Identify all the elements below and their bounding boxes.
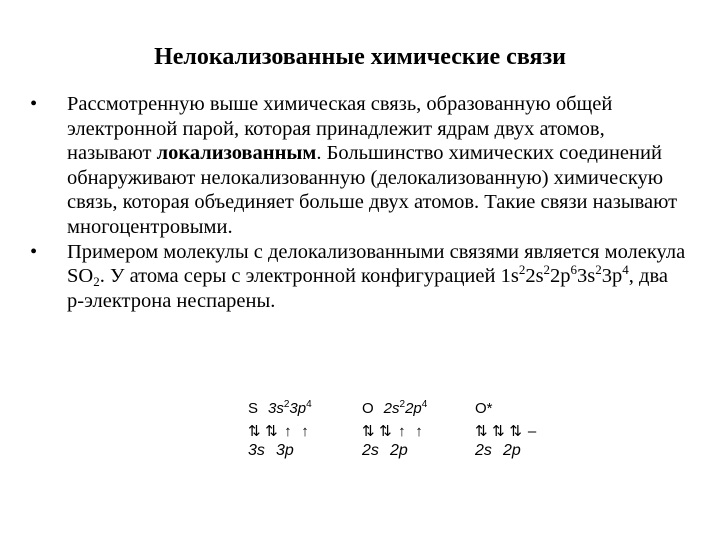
sulfur-configuration [248,400,312,417]
orbital-diagrams [240,400,560,470]
electron-pair-arrow: ⇅ [265,423,279,440]
oxygen-orbital-diagram [362,400,458,470]
sublevel-label-p: 2p [503,442,521,459]
bullet-text: 3s [577,265,596,288]
superscript: 2 [543,262,551,278]
sublevel-label-s: 3s [248,442,265,459]
superscript: 2 [595,262,602,278]
config-part: 2s [383,400,400,417]
config-part: 3s [268,400,284,417]
config-sup: 4 [306,399,312,410]
sulfur-orbital-diagram [248,400,344,470]
bullet-text: 2s [525,265,544,288]
bullet-text: Примером молекулы с делокализованными связями является молекула SO [67,240,686,288]
excited-oxygen-orbital-diagram [475,400,565,470]
element-symbol: O [362,400,374,417]
bullet-text: , два р-электрона неспарены. [67,265,668,312]
bullet-item-so2-example [30,240,690,314]
superscript: 4 [622,262,629,278]
bullet-marker: • [30,240,38,263]
electron-pair-arrow: ⇅ [509,423,523,440]
bullet-text: 2p [550,265,571,288]
superscript: 6 [570,262,578,278]
bullet-list [30,92,690,313]
electron-pair-arrow: ⇅ [362,423,376,440]
subscript: 2 [93,274,100,290]
config-part: 2p [405,400,422,417]
electron-arrows [248,422,312,440]
electron-pair-arrow: ⇅ [492,423,506,440]
electron-up-arrow: ↑ [415,423,424,440]
bullet-text: . У атома серы с электронной конфигурацией 1s [99,265,519,288]
bullet-text: Рассмотренную выше химическая связь, образованную общей электронной парой, которая принадлежит ядрам двух атомов, называют [67,93,613,165]
slide-title: Нелокализованные химические связи [154,44,566,70]
sublevel-label-p: 2p [390,442,408,459]
electron-up-arrow: ↑ [301,423,310,440]
element-symbol: S [248,400,259,417]
oxygen-configuration [362,400,427,417]
electron-up-arrow: ↑ [398,423,407,440]
config-part: 3p [289,400,307,417]
electron-arrows [475,422,539,440]
config-sup: 2 [399,399,406,410]
empty-orbital-dash: – [527,423,538,440]
electron-pair-arrow: ⇅ [248,423,262,440]
bold-term: локализованным [156,142,317,165]
config-sup: 4 [421,399,428,410]
bullet-text: . Большинство химических соединений обнаруживают нелокализованную (делокализованную) химическую связь, которая объединяет больше двух атомов. Такие связи называют многоцентровыми. [67,142,678,238]
bullet-item-localized-bond [30,92,690,240]
superscript: 2 [518,262,526,278]
sublevel-label-s: 2s [362,442,379,459]
excited-oxygen-configuration [475,400,503,417]
sublevel-label-p: 3p [276,442,294,459]
electron-up-arrow: ↑ [284,423,293,440]
config-sup: 2 [283,399,290,410]
element-symbol: O* [475,400,493,417]
electron-pair-arrow: ⇅ [379,423,393,440]
electron-arrows [362,422,426,440]
bullet-text: 3p [601,265,623,288]
bullet-marker: • [30,93,38,115]
sublevel-label-s: 2s [475,442,492,459]
electron-pair-arrow: ⇅ [475,423,489,440]
